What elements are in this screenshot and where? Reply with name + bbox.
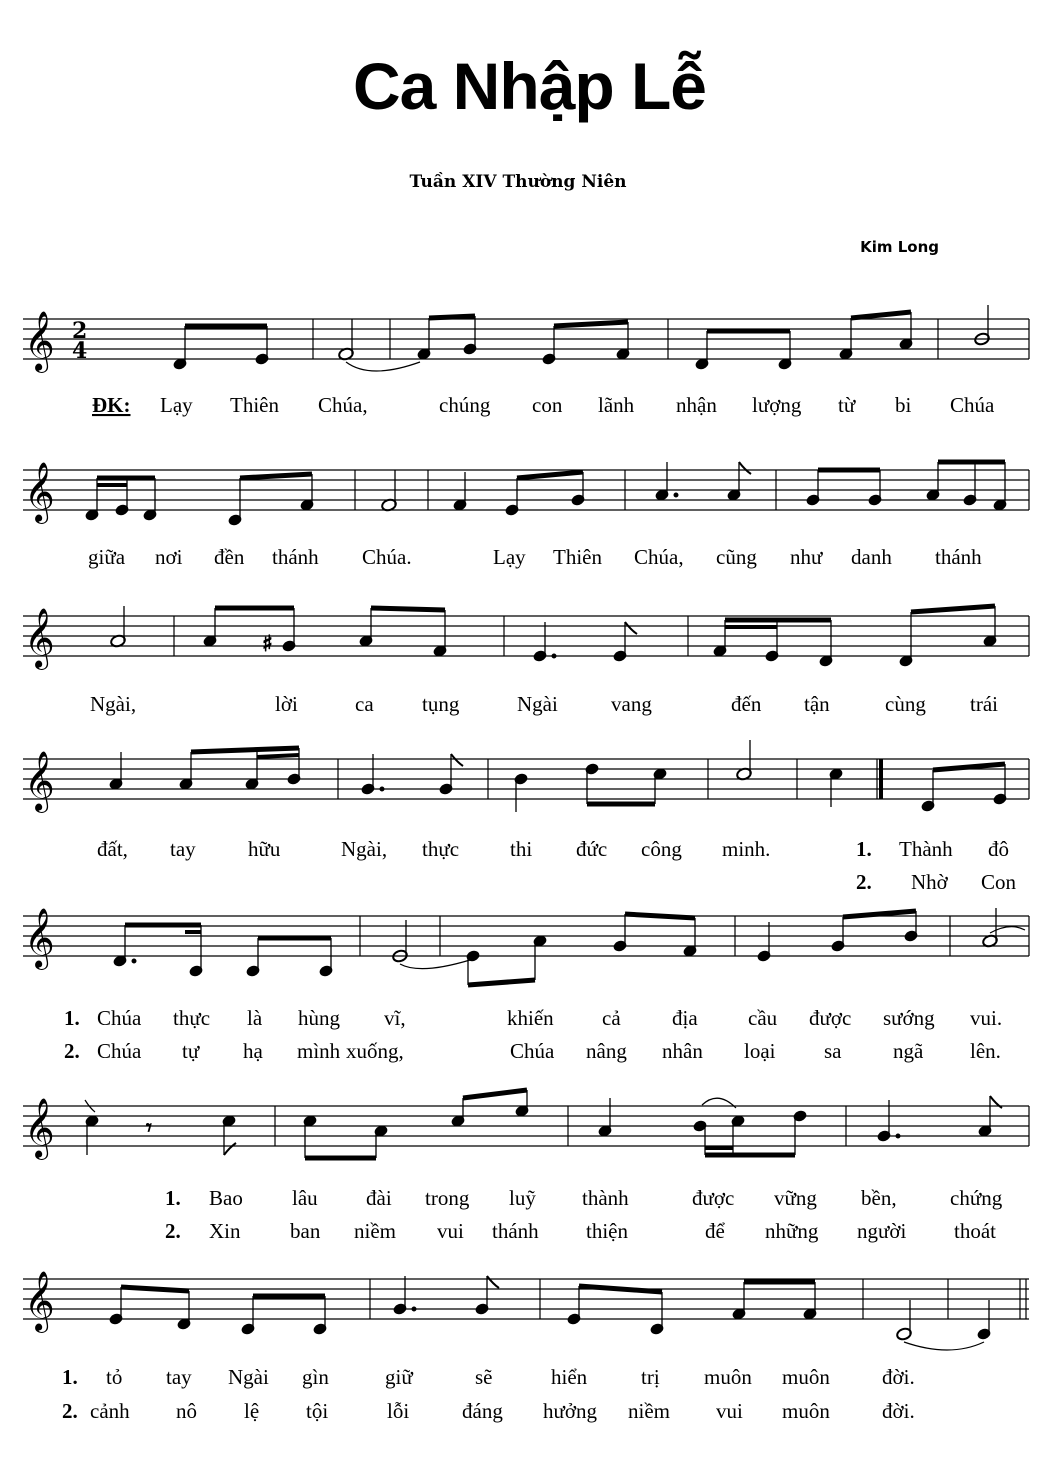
lyric: tỏ bbox=[106, 1365, 123, 1389]
lyric: con bbox=[532, 393, 563, 417]
treble-clef-icon: 𝄞 bbox=[24, 311, 55, 371]
lyric: mình bbox=[297, 1039, 341, 1063]
staff-7 bbox=[23, 1271, 1029, 1350]
lyric: đền bbox=[214, 545, 245, 569]
lyric: được bbox=[692, 1186, 735, 1210]
verse-number: 1. bbox=[165, 1186, 181, 1210]
verse-number: 2. bbox=[62, 1399, 78, 1423]
lyric: Ngài, bbox=[341, 837, 388, 861]
verse-number: 1. bbox=[64, 1006, 80, 1030]
composer-name: Kim Long bbox=[860, 238, 939, 256]
lyric: chứng bbox=[950, 1186, 1003, 1210]
treble-clef-icon: 𝄞 bbox=[24, 1271, 55, 1331]
verse-number: 2. bbox=[165, 1219, 181, 1243]
lyric: vui bbox=[716, 1399, 743, 1423]
lyric: minh. bbox=[722, 837, 771, 861]
lyric: vĩ, bbox=[384, 1006, 406, 1030]
staff-1 bbox=[23, 305, 1029, 373]
lyric: lệ bbox=[244, 1399, 260, 1423]
lyric: đời. bbox=[882, 1365, 915, 1389]
treble-clef-icon: 𝄞 bbox=[24, 608, 55, 668]
treble-clef-icon: 𝄞 bbox=[24, 1098, 55, 1158]
lyric: cảnh bbox=[90, 1399, 130, 1423]
notes bbox=[173, 305, 990, 371]
refrain-label: ĐK: bbox=[92, 393, 131, 417]
lyric: đáng bbox=[462, 1399, 503, 1423]
lyric: Chúa, bbox=[318, 393, 368, 417]
lyric: tội bbox=[306, 1399, 329, 1423]
lyric: được bbox=[809, 1006, 852, 1030]
lyric: muôn bbox=[782, 1399, 830, 1423]
verse-number: 1. bbox=[856, 837, 872, 861]
lyric: ngã bbox=[893, 1039, 924, 1063]
lyric: hạ bbox=[243, 1039, 263, 1063]
lyric: xuống, bbox=[346, 1039, 404, 1063]
lyric: Chúa bbox=[950, 393, 995, 417]
lyric: đô bbox=[988, 837, 1009, 861]
lyric: Chúa bbox=[97, 1039, 142, 1063]
sharp-icon: ♯ bbox=[262, 632, 273, 657]
time-signature-bottom: 4 bbox=[72, 338, 88, 364]
lyric: loại bbox=[744, 1039, 776, 1063]
lyric: cùng bbox=[885, 692, 926, 716]
lyric: giữ bbox=[385, 1365, 413, 1389]
lyric: lượng bbox=[752, 393, 802, 417]
lyric: thực bbox=[422, 837, 460, 861]
lyric: sa bbox=[824, 1039, 842, 1063]
lyric: tận bbox=[804, 692, 830, 716]
lyric: Bao bbox=[209, 1186, 243, 1210]
lyric: luỹ bbox=[509, 1186, 536, 1210]
staff-5 bbox=[23, 908, 1029, 985]
lyric: lâu bbox=[292, 1186, 318, 1210]
lyric: hùng bbox=[298, 1006, 340, 1030]
lyric: vững bbox=[774, 1186, 817, 1210]
lyric: từ bbox=[838, 393, 856, 417]
lyric: sướng bbox=[883, 1006, 935, 1030]
lyric: nhận bbox=[676, 393, 717, 417]
lyric: Chúa bbox=[97, 1006, 142, 1030]
lyric: đến bbox=[731, 692, 762, 716]
page-title: Ca Nhập Lễ bbox=[352, 49, 707, 123]
lyric: khiến bbox=[507, 1006, 554, 1030]
lyric: Chúa bbox=[510, 1039, 555, 1063]
lyric: tay bbox=[166, 1365, 192, 1389]
lyric: Con bbox=[981, 870, 1017, 894]
eighth-rest-icon: 𝄾 bbox=[146, 1116, 152, 1141]
lyric: vui. bbox=[970, 1006, 1003, 1030]
verse-number: 2. bbox=[64, 1039, 80, 1063]
lyric: tay bbox=[170, 837, 196, 861]
lyric: Ngài bbox=[517, 692, 558, 716]
lyric: người bbox=[857, 1219, 907, 1243]
lyric: Thành bbox=[899, 837, 953, 861]
lyric: niềm bbox=[354, 1219, 396, 1243]
lyric: muôn bbox=[704, 1365, 752, 1389]
lyric: tự bbox=[182, 1039, 200, 1063]
lyric: Ngài bbox=[228, 1365, 269, 1389]
lyric: hiển bbox=[551, 1365, 588, 1389]
lyric: đức bbox=[576, 837, 608, 861]
staff-4 bbox=[23, 740, 1029, 813]
lyric: thánh bbox=[272, 545, 319, 569]
lyric: lỗi bbox=[387, 1399, 410, 1423]
staff-3 bbox=[23, 606, 1029, 670]
lyric: hưởng bbox=[543, 1399, 597, 1423]
lyric: lời bbox=[275, 692, 298, 716]
lyric: cầu bbox=[748, 1006, 778, 1030]
lyric: là bbox=[247, 1006, 263, 1030]
lyric: Lạy bbox=[493, 545, 526, 569]
lyric: lên. bbox=[970, 1039, 1001, 1063]
lyric: Chúa. bbox=[362, 545, 412, 569]
lyric: sẽ bbox=[475, 1365, 493, 1389]
lyric: Nhờ bbox=[911, 870, 948, 894]
treble-clef-icon: 𝄞 bbox=[24, 751, 55, 811]
verse-number: 2. bbox=[856, 870, 872, 894]
lyric: muôn bbox=[782, 1365, 830, 1389]
lyric: bền, bbox=[861, 1186, 897, 1210]
lyric: đài bbox=[366, 1186, 392, 1210]
lyric: Chúa, bbox=[634, 545, 684, 569]
treble-clef-icon: 𝄞 bbox=[24, 908, 55, 968]
lyric: thi bbox=[510, 837, 533, 861]
verse-number: 1. bbox=[62, 1365, 78, 1389]
lyric: Thiên bbox=[230, 393, 279, 417]
lyric: trị bbox=[641, 1365, 660, 1389]
lyric: thánh bbox=[935, 545, 982, 569]
lyric: thánh bbox=[492, 1219, 539, 1243]
lyrics bbox=[62, 393, 1017, 1423]
lyric: nhân bbox=[662, 1039, 703, 1063]
lyric: thoát bbox=[954, 1219, 996, 1243]
lyric: chúng bbox=[439, 393, 491, 417]
treble-clef-icon: 𝄞 bbox=[24, 462, 55, 522]
lyric: hữu bbox=[248, 837, 281, 861]
lyric: để bbox=[705, 1219, 725, 1243]
lyric: trong bbox=[425, 1186, 470, 1210]
lyric: ca bbox=[355, 692, 374, 716]
lyric: Xin bbox=[209, 1219, 241, 1243]
lyric: Thiên bbox=[553, 545, 602, 569]
time-signature-top: 2 bbox=[72, 318, 88, 344]
subtitle: Tuần XIV Thường Niên bbox=[409, 172, 627, 192]
lyric: cả bbox=[602, 1006, 621, 1030]
lyric: nô bbox=[176, 1399, 197, 1423]
lyric: ban bbox=[290, 1219, 321, 1243]
lyric: trái bbox=[970, 692, 998, 716]
lyric: Ngài, bbox=[90, 692, 137, 716]
lyric: địa bbox=[672, 1006, 698, 1030]
lyric: công bbox=[641, 837, 682, 861]
lyric: cũng bbox=[716, 545, 757, 569]
lyric: giữa bbox=[88, 545, 126, 569]
lyric: thành bbox=[582, 1186, 629, 1210]
lyric: lãnh bbox=[598, 393, 635, 417]
lyric: tụng bbox=[422, 692, 460, 716]
lyric: niềm bbox=[628, 1399, 670, 1423]
lyric: nơi bbox=[155, 545, 183, 569]
lyric: vui bbox=[437, 1219, 464, 1243]
lyric: như bbox=[790, 545, 823, 569]
lyric: thiện bbox=[586, 1219, 628, 1243]
lyric: đời. bbox=[882, 1399, 915, 1423]
lyric: gìn bbox=[302, 1365, 329, 1389]
staff-2 bbox=[23, 462, 1029, 526]
lyric: đất, bbox=[97, 837, 128, 861]
staff-6 bbox=[23, 1090, 1029, 1160]
lyric: nâng bbox=[586, 1039, 627, 1063]
lyric: những bbox=[765, 1219, 819, 1243]
lyric: danh bbox=[851, 545, 892, 569]
lyric: thực bbox=[173, 1006, 211, 1030]
lyric: Lạy bbox=[160, 393, 193, 417]
lyric: bi bbox=[895, 393, 912, 417]
lyric: vang bbox=[611, 692, 652, 716]
